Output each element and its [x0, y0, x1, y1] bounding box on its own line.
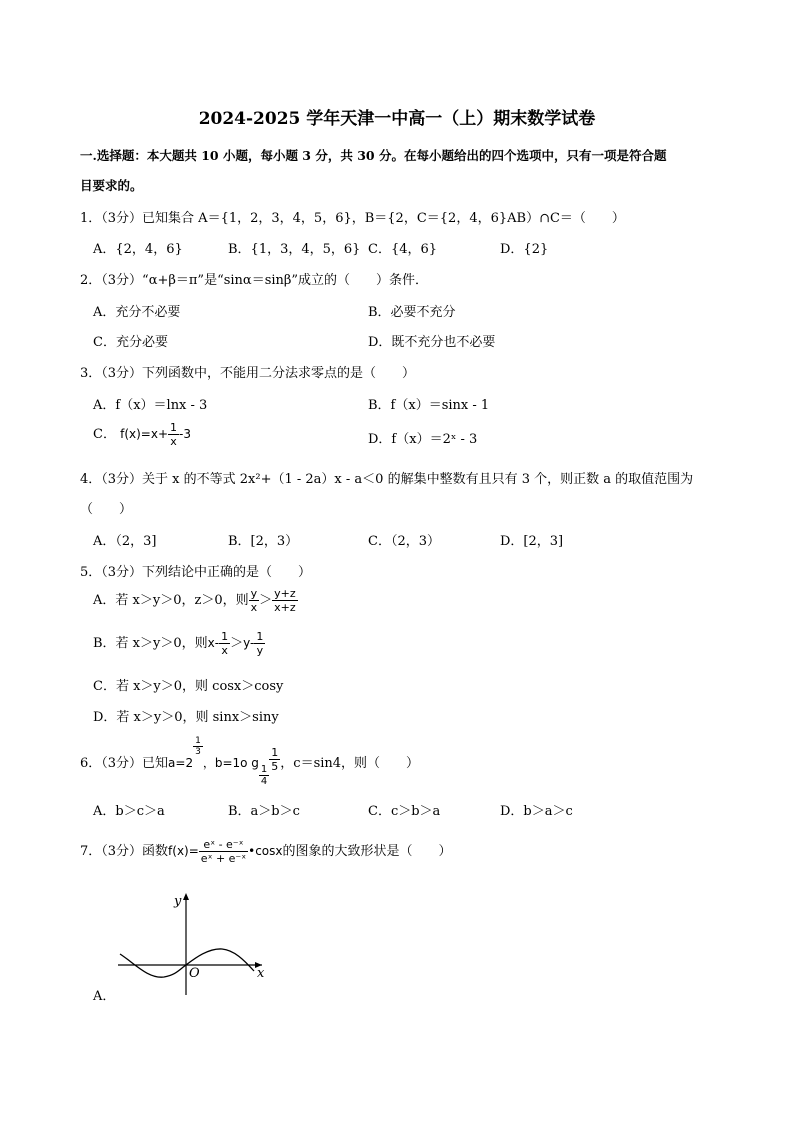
- q3-option-c-expr-post: -3: [179, 427, 191, 441]
- q5-option-a: [93, 587, 298, 614]
- q5-option-c: C．若 x＞y＞0，则 cosx＞cosy: [93, 679, 284, 694]
- fraction-numerator: 1: [170, 421, 177, 434]
- q5-option-b-y: y-: [243, 636, 255, 650]
- q7-option-a-label: A．: [93, 989, 116, 1004]
- question-4-stem-line1: 4．（3分）关于 x 的不等式 2x²+（1 - 2a）x - a＜0 的解集中整数有且只有 3 个，则正数 a 的取值范围为: [80, 472, 694, 487]
- q7-option-a-graph: [112, 883, 277, 1003]
- q6-b-expr: ，b=1o g: [202, 756, 259, 770]
- fraction-numerator: 1: [260, 764, 268, 775]
- q6-stem-pre: 6．（3分）已知: [80, 756, 169, 771]
- fraction-yz-over-xz: [272, 587, 298, 614]
- fraction-1-over-x: [219, 630, 230, 657]
- q6-option-d: D．b＞a＞c: [500, 804, 573, 819]
- question-6-stem: [80, 736, 420, 787]
- q7-stem-pre: 7．（3分）函数: [80, 844, 169, 859]
- q1-option-a: A．{2，4，6}: [93, 242, 183, 257]
- page-title: 2024-2025 学年天津一中高一（上）期末数学试卷: [198, 109, 596, 129]
- fraction-denominator: x: [250, 601, 258, 614]
- x-axis-label: x: [257, 966, 265, 981]
- q6-a-exponent: [193, 736, 203, 757]
- section-heading-line1: 一.选择题：本大题共 10 小题，每小题 3 分，共 30 分。在每小题给出的四个选项中，只有一项是符合题: [80, 148, 667, 163]
- q6-option-c: C．c＞b＞a: [368, 804, 441, 819]
- fraction-numerator: y: [250, 587, 258, 600]
- q6-stem-post: ，c＝sin4，则（ ）: [280, 756, 420, 771]
- q1-option-c: C．{4，6}: [368, 242, 438, 257]
- fraction-numerator: eˣ - e⁻ˣ: [199, 838, 248, 852]
- fraction-numerator: 1: [271, 746, 279, 759]
- fraction-numerator: 1: [256, 630, 264, 643]
- greater-than: ＞: [230, 636, 244, 651]
- question-7-stem: [80, 838, 452, 865]
- q2-option-b: B．必要不充分: [368, 305, 456, 320]
- question-5-stem: 5．（3分）下列结论中正确的是（ ）: [80, 565, 312, 580]
- fraction-numerator: y+z: [274, 587, 296, 600]
- q4-option-b: B．[2，3）: [228, 534, 299, 549]
- y-axis-arrow: [183, 893, 189, 900]
- q4-option-d: D．[2，3]: [500, 534, 564, 549]
- q4-option-a: A．（2，3]: [93, 534, 157, 549]
- question-1-stem: 1．（3分）已知集合 A＝{1，2，3，4，5，6}，B＝{2，C＝{2，4，6}AB）∩C＝（ ）: [80, 211, 625, 226]
- question-2-stem: 2．（3分）“α+β＝π”是“sinα＝sinβ”成立的（ ）条件．: [80, 273, 429, 288]
- q2-option-a: A．充分不必要: [93, 305, 181, 320]
- q3-option-b: B．f（x）＝sinx - 1: [368, 398, 490, 413]
- q6-option-a: A．b＞c＞a: [93, 804, 165, 819]
- fraction-denominator: 5: [271, 760, 279, 773]
- q2-option-c: C．充分必要: [93, 335, 168, 350]
- q5-option-a-text: A．若 x＞y＞0，z＞0，则: [93, 593, 249, 608]
- fraction-denominator: y: [256, 644, 264, 657]
- fraction-denominator: 3: [195, 747, 201, 757]
- question-4-stem-line2: （ ）: [80, 502, 133, 517]
- q7-f-rhs: •cosx: [248, 844, 283, 858]
- q1-option-b: B．{1，3，4，5，6}: [228, 242, 361, 257]
- q7-stem-post: 的图象的大致形状是（ ）: [282, 844, 452, 859]
- fraction-1-over-y: [254, 630, 265, 657]
- fraction-denominator: 4: [260, 776, 268, 787]
- y-axis-label: y: [174, 894, 182, 909]
- fraction-numerator: 1: [195, 736, 201, 746]
- q2-option-d: D．既不充分也不必要: [368, 335, 496, 350]
- q5-option-d: D．若 x＞y＞0，则 sinx＞siny: [93, 710, 279, 725]
- q3-option-c-expr-pre: f(x)=x+: [120, 427, 168, 441]
- fraction-denominator: x: [221, 644, 228, 657]
- q3-option-c-fraction: [168, 421, 179, 448]
- q5-option-b: [93, 630, 265, 657]
- fraction-y-over-x: [249, 587, 260, 614]
- q4-option-c: C．（2，3）: [368, 534, 440, 549]
- fraction-denominator: eˣ + e⁻ˣ: [200, 852, 247, 865]
- question-3-stem: 3．（3分）下列函数中，不能用二分法求零点的是（ ）: [80, 366, 416, 381]
- fraction-denominator: x: [170, 435, 177, 448]
- q6-log-argument: [269, 746, 280, 773]
- curve: [120, 949, 254, 977]
- q7-f-lhs: f(x)=: [168, 844, 199, 858]
- section-heading-line2: 目要求的。: [80, 178, 143, 193]
- q6-option-b: B．a＞b＞c: [228, 804, 300, 819]
- q3-option-c: [93, 421, 191, 448]
- q3-option-c-label: C．: [93, 427, 116, 442]
- q6-log-base: [259, 764, 269, 787]
- fraction-numerator: 1: [221, 630, 229, 643]
- q6-a-expr: a=2: [168, 756, 194, 770]
- function-graph: [112, 883, 277, 1003]
- greater-than: ＞: [259, 593, 273, 608]
- q1-option-d: D．{2}: [500, 242, 549, 257]
- q3-option-a: A．f（x）＝lnx - 3: [93, 398, 208, 413]
- q7-function-fraction: [199, 838, 248, 865]
- q3-option-d: D．f（x）＝2ˣ - 3: [368, 432, 478, 447]
- q5-option-b-text: B．若 x＞y＞0，则: [93, 636, 208, 651]
- origin-label: O: [189, 966, 200, 981]
- q5-option-b-x: x-: [207, 636, 220, 650]
- fraction-denominator: x+z: [274, 601, 296, 614]
